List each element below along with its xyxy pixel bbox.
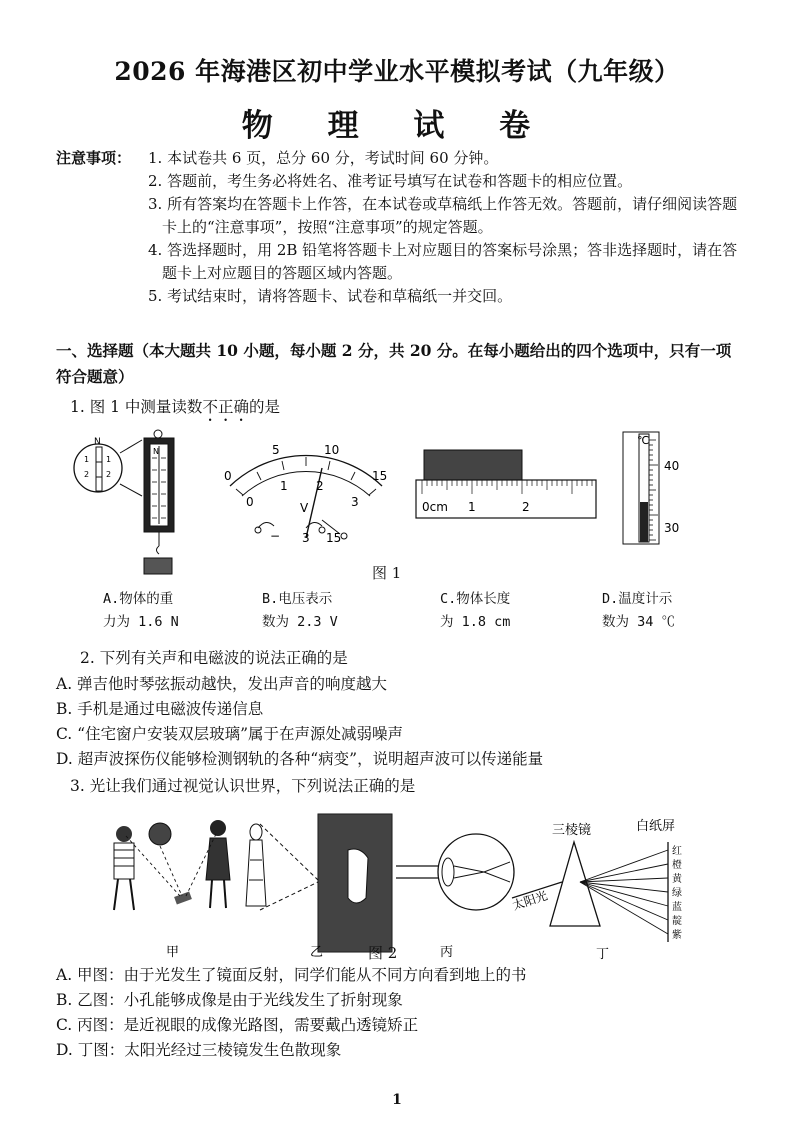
panel-jia-reflection <box>114 820 230 960</box>
q1-stem-before: 1. 图 1 中测量读数 <box>70 398 203 416</box>
ruler-tick: 1 <box>468 500 476 514</box>
thermo-unit: ℃ <box>637 434 650 447</box>
color-label: 绿 <box>672 888 682 899</box>
option-line: 数为 2.3 V <box>262 614 338 630</box>
option-line: D.温度计示 <box>602 591 673 607</box>
exam-title: 2026 年海港区初中学业水平模拟考试（九年级） <box>114 57 680 86</box>
option-line: 为 1.8 cm <box>440 614 511 630</box>
spring-unit-zoom: N <box>94 437 101 447</box>
figure-1 <box>60 428 710 583</box>
spring-zoom-tick: 2 <box>84 470 90 479</box>
note-item: 2. 答题前，考生务必将姓名、准考证号填写在试卷和答题卡的相应位置。 <box>148 172 633 190</box>
option-line: A.物体的重 <box>103 591 174 607</box>
voltmeter-symbol: V <box>300 501 309 515</box>
prism-label: 三棱镜 <box>552 823 592 838</box>
color-label: 蓝 <box>672 902 682 913</box>
panel-label: 甲 <box>166 945 180 960</box>
volt-top-tick: 10 <box>324 443 340 457</box>
exam-subtitle: 物 理 试 卷 <box>241 108 553 144</box>
note-item: 3. 所有答案均在答题卡上作答，在本试卷或草稿纸上作答无效。答题前，请仔细阅读答题卡上的“注意事项”，按照“注意事项”的规定答题。 <box>148 195 738 236</box>
screen-label: 白纸屏 <box>636 819 676 834</box>
q1-option-a <box>103 588 179 634</box>
q2-option-a: A. 弹吉他时琴弦振动越快，发出声音的响度越大 <box>56 675 388 693</box>
q2-option-c: C. “住宅窗户安装双层玻璃”属于在声源处减弱噪声 <box>56 725 404 743</box>
thermo-tick: 40 <box>664 459 680 473</box>
volt-bottom-tick: 2 <box>316 479 324 493</box>
q3-option-d: D. 丁图：太阳光经过三棱镜发生色散现象 <box>56 1041 342 1059</box>
q1-option-c <box>440 588 510 634</box>
color-label: 黄 <box>672 874 682 885</box>
color-label: 红 <box>672 846 682 857</box>
panel-label: 乙 <box>310 945 324 960</box>
note-item: 5. 考试结束时，请将答题卡、试卷和草稿纸一并交回。 <box>148 287 513 305</box>
page-number: 1 <box>392 1092 402 1108</box>
color-label: 紫 <box>672 930 682 941</box>
color-label: 橙 <box>672 860 682 871</box>
spring-zoom-tick: 1 <box>84 455 90 464</box>
volt-bottom-tick: 0 <box>246 495 254 509</box>
option-line: 力为 1.6 N <box>103 614 179 630</box>
panel-yi-pinhole <box>246 814 392 960</box>
figure-2-caption: 图 2 <box>368 944 398 962</box>
figure-1-caption: 图 1 <box>372 564 402 582</box>
panel-bing-eye <box>396 834 514 960</box>
section-heading: 一、选择题（本大题共 10 小题，每小题 2 分，共 20 分。在每小题给出的四个选项中，只有一项符合题意） <box>56 341 732 386</box>
voltmeter-diagram <box>224 443 387 545</box>
question-1-stem <box>70 395 280 425</box>
spring-zoom-tick: 1 <box>106 455 112 464</box>
panel-ding-prism <box>510 819 683 962</box>
spring-zoom-tick: 2 <box>106 470 112 479</box>
q1-stem-emphasis: 不正确 <box>202 398 249 416</box>
q1-option-d <box>602 588 675 634</box>
q1-stem-after: 的是 <box>248 398 280 416</box>
panel-label: 丁 <box>596 947 610 962</box>
note-item: 1. 本试卷共 6 页，总分 60 分，考试时间 60 分钟。 <box>148 149 499 167</box>
notes-block <box>56 147 746 308</box>
option-line: B.电压表示 <box>262 591 333 607</box>
q3-option-b: B. 乙图：小孔能够成像是由于光线发生了折射现象 <box>56 991 403 1009</box>
volt-top-tick: 15 <box>372 469 388 483</box>
question-2-stem: 2. 下列有关声和电磁波的说法正确的是 <box>80 649 348 667</box>
option-line: C.物体长度 <box>440 591 511 607</box>
sunlight-label: 太阳光 <box>510 888 550 913</box>
notes-label: 注意事项： <box>56 149 132 167</box>
volt-bottom-tick: 1 <box>280 479 288 493</box>
spring-scale-diagram <box>74 430 174 574</box>
panel-label: 丙 <box>440 945 454 960</box>
volt-bottom-tick: 3 <box>351 495 359 509</box>
figure-2 <box>100 810 700 965</box>
option-line: 数为 34 ℃ <box>602 614 676 630</box>
thermo-tick: 30 <box>664 521 680 535</box>
volt-terminal: − <box>270 529 281 543</box>
q1-option-b <box>262 588 338 634</box>
ruler-tick: 0cm <box>422 500 448 514</box>
note-item: 4. 答选择题时，用 2B 铅笔将答题卡上对应题目的答案标号涂黑；答非选择题时，请在答题卡上对应题目的答题区域内答题。 <box>148 241 738 282</box>
volt-terminal: 3 <box>302 531 310 545</box>
q3-option-c: C. 丙图：是近视眼的成像光路图，需要戴凸透镜矫正 <box>56 1016 419 1034</box>
q2-option-d: D. 超声波探伤仪能够检测钢轨的各种“病变”，说明超声波可以传递能量 <box>56 750 544 768</box>
ruler-tick: 2 <box>522 500 530 514</box>
volt-top-tick: 5 <box>272 443 280 457</box>
volt-terminal: 15 <box>326 531 342 545</box>
volt-top-tick: 0 <box>224 469 232 483</box>
question-3-stem: 3. 光让我们通过视觉认识世界，下列说法正确的是 <box>70 777 416 795</box>
thermometer-diagram <box>623 432 679 544</box>
spring-unit: N <box>153 447 159 456</box>
q3-option-a: A. 甲图：由于光发生了镜面反射，同学们能从不同方向看到地上的书 <box>56 966 527 984</box>
color-label: 靛 <box>672 916 682 927</box>
ruler-diagram <box>416 450 596 518</box>
q2-option-b: B. 手机是通过电磁波传递信息 <box>56 700 264 718</box>
